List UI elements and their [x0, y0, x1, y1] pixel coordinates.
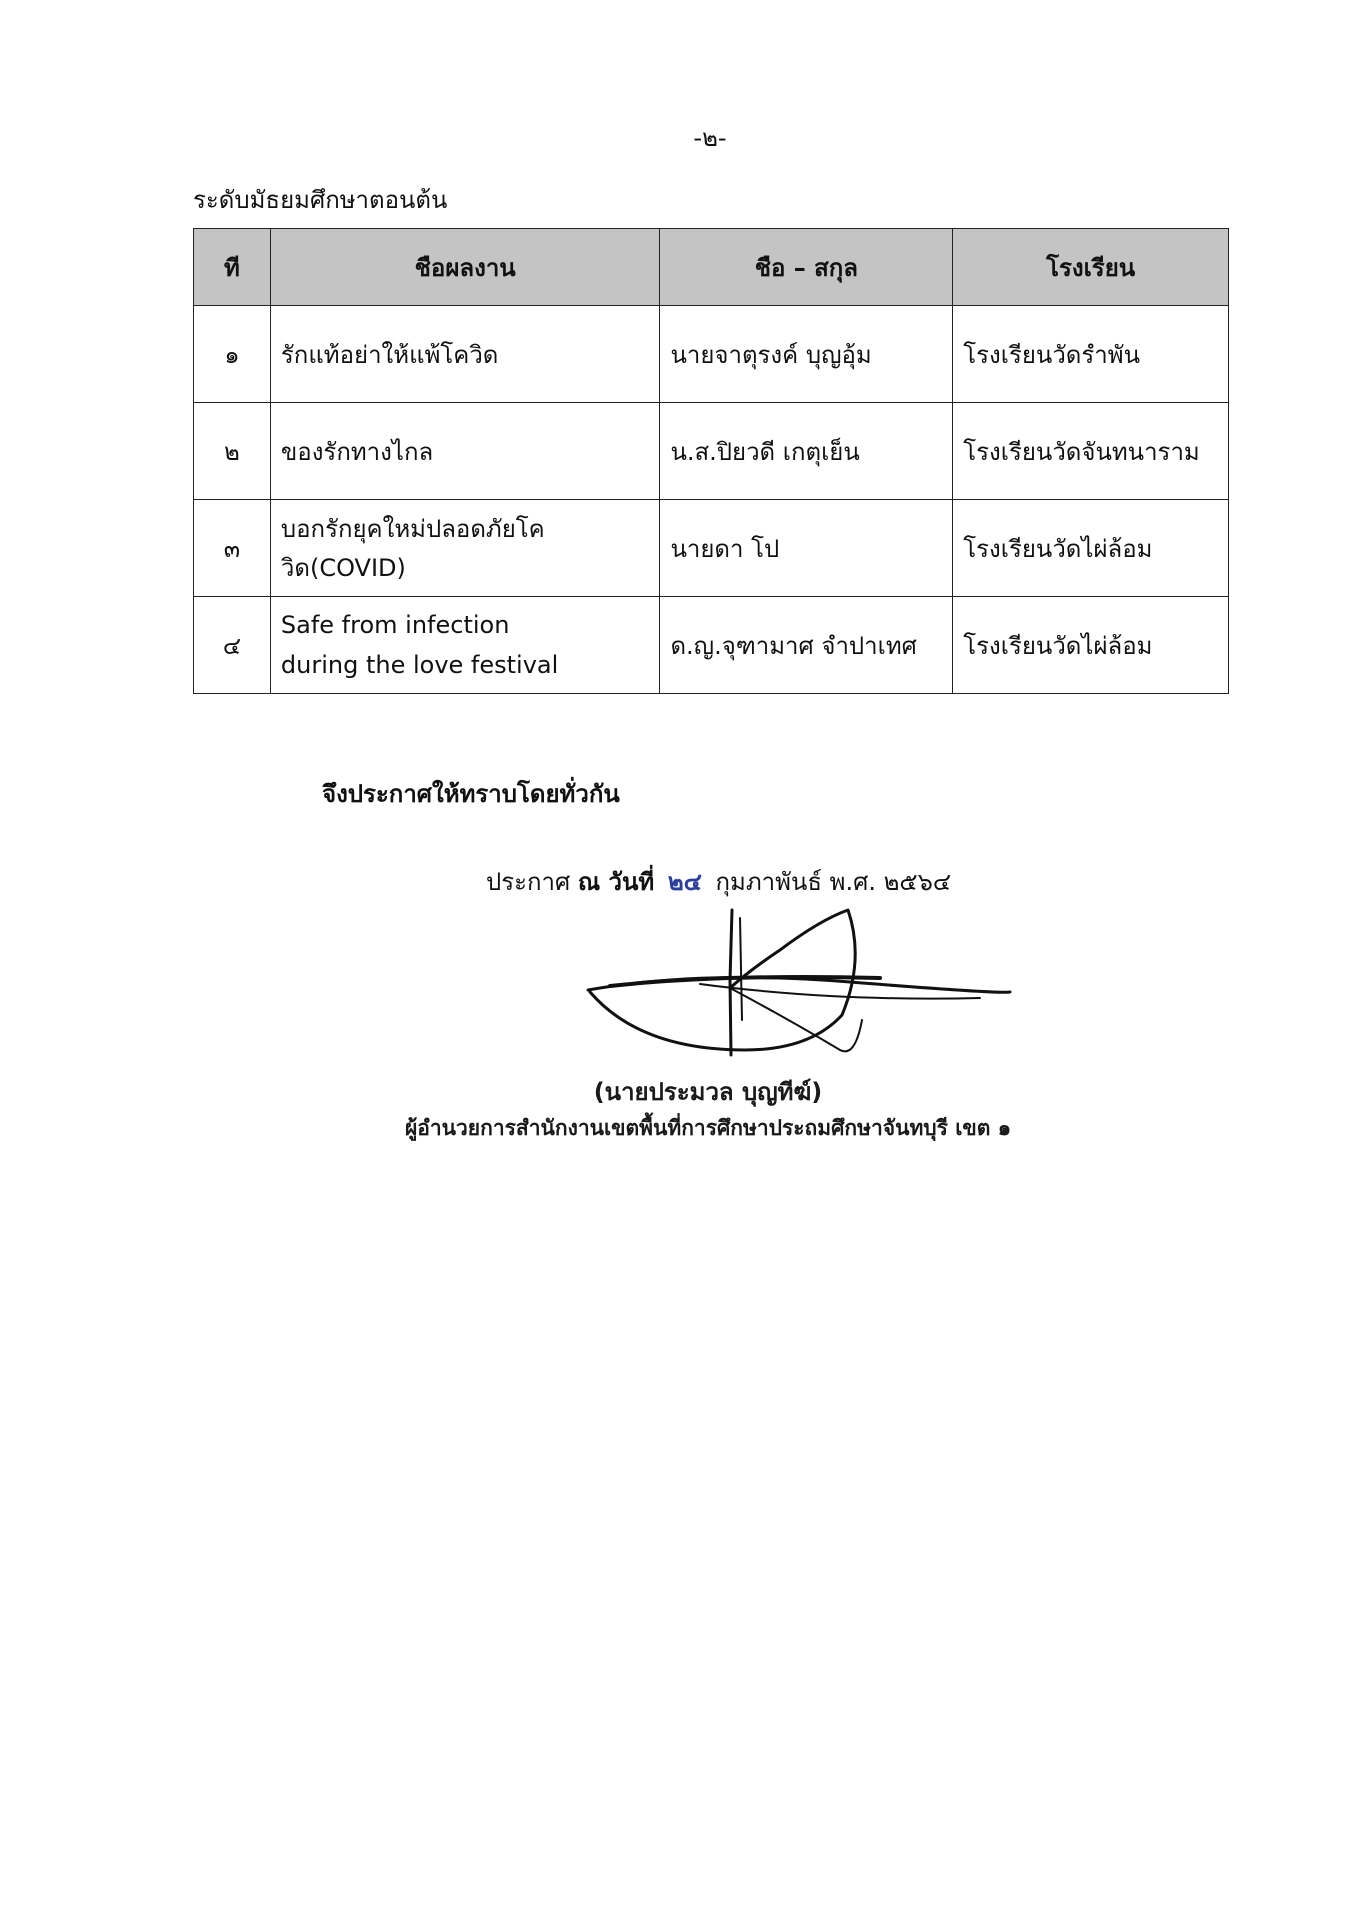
row-full-name: น.ส.ปิยวดี เกตุเย็น [660, 403, 953, 500]
row-full-name: นายดา โป [660, 500, 953, 597]
row-school: โรงเรียนวัดไผ่ล้อม [953, 597, 1229, 694]
handwritten-signature [580, 900, 1020, 1080]
row-work-title: บอกรักยุคใหม่ปลอดภัยโควิด(COVID) [270, 500, 660, 597]
row-number: ๔ [194, 597, 271, 694]
table-row [194, 500, 1229, 597]
announcement-date-label: ณ วันที่ [577, 868, 655, 896]
row-school: โรงเรียนวัดรำพัน [953, 306, 1229, 403]
announcement-month-year: กุมภาพันธ์ พ.ศ. ๒๕๖๔ [715, 868, 951, 896]
table-header-row [194, 229, 1229, 306]
row-number: ๓ [194, 500, 271, 597]
signer-name: (นายประมวล บุญทีฆ์) [593, 1078, 823, 1106]
row-work-title-line1: Safe from infection [280, 611, 510, 639]
table-row [194, 597, 1229, 694]
row-work-title: ของรักทางไกล [270, 403, 660, 500]
closing-statement: จึงประกาศให้ทราบโดยทั่วกัน [322, 780, 620, 808]
row-full-name: ด.ญ.จุฑามาศ จำปาเทศ [660, 597, 953, 694]
row-school: โรงเรียนวัดไผ่ล้อม [953, 500, 1229, 597]
header-number: ที [194, 229, 271, 306]
signer-title: ผู้อำนวยการสำนักงานเขตพื้นที่การศึกษาประถมศึกษาจันทบุรี เขต ๑ [404, 1116, 1012, 1140]
announcement-date [486, 862, 951, 901]
announcement-prefix: ประกาศ [486, 868, 571, 896]
announcement-day: ๒๔ [667, 868, 702, 896]
row-number: ๒ [194, 403, 271, 500]
row-school: โรงเรียนวัดจันทนาราม [953, 403, 1229, 500]
row-work-title: รักแท้อย่าให้แพ้โควิด [270, 306, 660, 403]
row-number: ๑ [194, 306, 271, 403]
header-full-name: ชือ – สกุล [660, 229, 953, 306]
header-school: โรงเรียน [953, 229, 1229, 306]
row-work-title-line2: during the love festival [280, 651, 559, 679]
table-row [194, 403, 1229, 500]
awards-table [193, 228, 1229, 694]
page-number: -๒- [693, 124, 727, 152]
row-work-title [270, 597, 660, 694]
header-work-title: ชือผลงาน [270, 229, 660, 306]
section-heading: ระดับมัธยมศึกษาตอนต้น [193, 186, 448, 214]
table-row [194, 306, 1229, 403]
row-full-name: นายจาตุรงค์ บุญอุ้ม [660, 306, 953, 403]
